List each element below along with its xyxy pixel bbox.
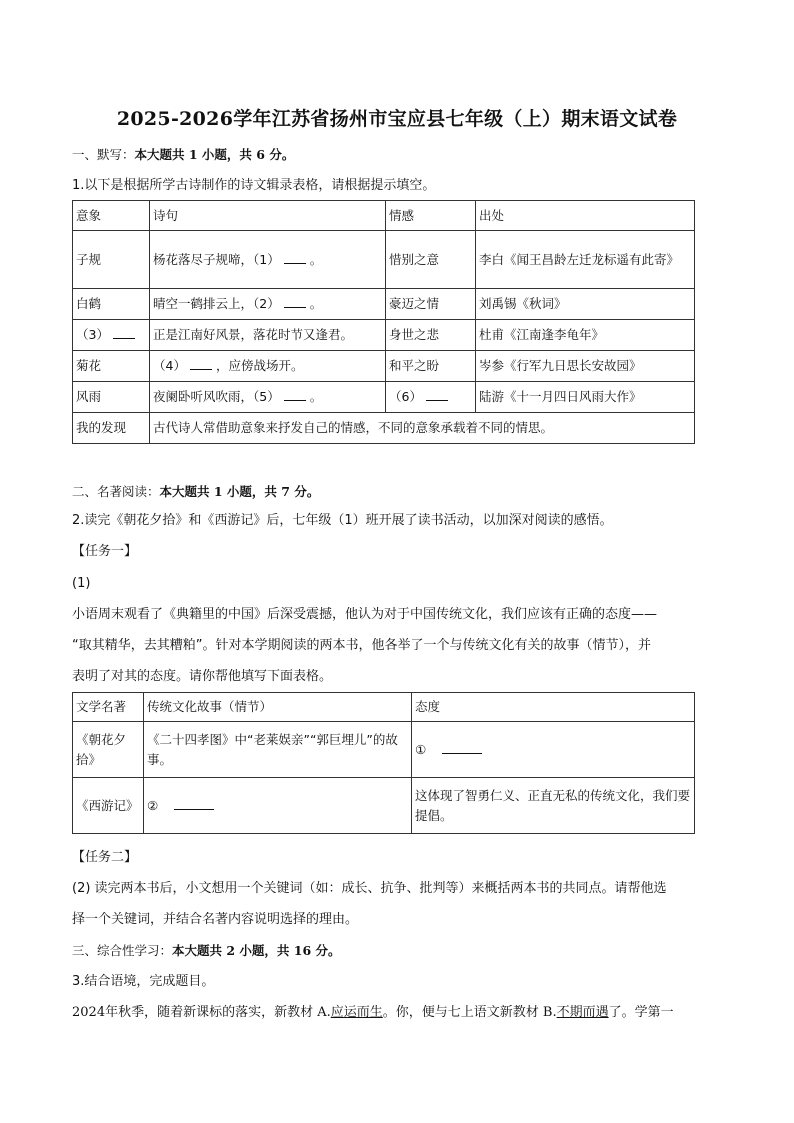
section-2-heading — [72, 482, 722, 502]
header-cell: 态度 — [412, 693, 695, 722]
answer-blank[interactable] — [426, 388, 448, 401]
verse-cell: 夜阑卧听风吹雨，（5） 。 — [150, 382, 386, 413]
exam-title: 2025-2026学年江苏省扬州市宝应县七年级（上）期末语文试卷 — [116, 108, 678, 130]
source-cell: 岑参《行军九日思长安故园》 — [476, 351, 695, 382]
attitude-cell: 这体现了智勇仁义、正直无私的传统文化，我们要提倡。 — [412, 778, 695, 834]
section-2-head: 二、名著阅读： — [72, 484, 160, 499]
underlined-word-a: 应运而生 — [330, 1005, 383, 1020]
question-2-para-3: 表明了对其的态度。请你帮他填写下面表格。 — [72, 669, 333, 684]
section-3-head: 三、综合性学习： — [72, 943, 173, 958]
section-3-heading — [72, 941, 722, 961]
header-cell: 情感 — [386, 201, 476, 231]
verse-cell: （4） ，应傍战场开。 — [150, 351, 386, 382]
verse-cell: 正是江南好风景，落花时节又逢君。 — [150, 320, 386, 351]
answer-blank[interactable] — [284, 251, 306, 264]
section-3-desc: 本大题共 2 小题，共 16 分。 — [172, 943, 341, 958]
table-row — [73, 351, 695, 382]
source-cell: 刘禹锡《秋词》 — [476, 289, 695, 320]
table-row — [73, 320, 695, 351]
finding-label: 我的发现 — [73, 413, 150, 444]
emotion-cell: 豪迈之情 — [386, 289, 476, 320]
answer-blank[interactable] — [174, 797, 214, 810]
verse-cell: 晴空一鹤排云上，（2） 。 — [150, 289, 386, 320]
underlined-word-b: 不期而遇 — [556, 1005, 609, 1020]
question-3-intro: 3.结合语境，完成题目。 — [72, 974, 215, 989]
emotion-cell: 和平之盼 — [386, 351, 476, 382]
emotion-cell: 惜别之意 — [386, 231, 476, 289]
header-cell: 传统文化故事（情节） — [144, 693, 412, 722]
book-cell: 《西游记》 — [73, 778, 144, 834]
image-cell: 风雨 — [73, 382, 150, 413]
header-cell: 诗句 — [150, 201, 386, 231]
table-row — [73, 778, 695, 834]
question-3-text: 2024年秋季，随着新课标的落实，新教材 A.应运而生。你，便与七上语文新教材 B.不期而遇了。学第一 — [72, 1005, 674, 1020]
story-cell: ② — [144, 778, 412, 834]
header-cell: 文学名著 — [73, 693, 144, 722]
question-2-para-2: “取其精华，去其糟粕”。针对本学期阅读的两本书，他各举了一个与传统文化有关的故事（情节），并 — [72, 638, 651, 653]
image-cell: （3） — [73, 320, 150, 351]
table-row — [73, 289, 695, 320]
section-1-desc: 本大题共 1 小题，共 6 分。 — [134, 147, 295, 162]
attitude-cell: ① — [412, 722, 695, 778]
source-cell: 陆游《十一月四日风雨大作》 — [476, 382, 695, 413]
question-2-intro: 2.读完《朝花夕拾》和《西游记》后，七年级（1）班开展了读书活动，以加深对阅读的感悟。 — [72, 513, 613, 528]
image-cell: 白鹤 — [73, 289, 150, 320]
verse-cell: 杨花落尽子规啼，（1） 。 — [150, 231, 386, 289]
classics-table — [72, 692, 695, 834]
answer-blank[interactable] — [113, 326, 135, 339]
header-cell: 意象 — [73, 201, 150, 231]
table-header-row — [73, 693, 695, 722]
table-row — [73, 382, 695, 413]
emotion-cell: （6） — [386, 382, 476, 413]
task-2-label: 【任务二】 — [72, 850, 138, 865]
book-cell: 《朝花夕拾》 — [73, 722, 144, 778]
image-cell: 菊花 — [73, 351, 150, 382]
question-2-sub-2-line-1: (2) 读完两本书后，小文想用一个关键词（如：成长、抗争、批判等）来概括两本书的共同点。请帮他选 — [72, 881, 667, 896]
header-cell: 出处 — [476, 201, 695, 231]
source-cell: 杜甫《江南逢李龟年》 — [476, 320, 695, 351]
poetry-table — [72, 200, 695, 444]
story-cell: 《二十四孝图》中“老莱娱亲”“郭巨埋儿”的故事。 — [144, 722, 412, 778]
finding-text: 古代诗人常借助意象来抒发自己的情感，不同的意象承载着不同的情思。 — [150, 413, 695, 444]
table-header-row — [73, 201, 695, 231]
question-1-intro: 1.以下是根据所学古诗制作的诗文辑录表格，请根据提示填空。 — [72, 178, 436, 193]
emotion-cell: 身世之悲 — [386, 320, 476, 351]
image-cell: 子规 — [73, 231, 150, 289]
answer-blank[interactable] — [284, 295, 306, 308]
table-row — [73, 231, 695, 289]
answer-blank[interactable] — [190, 357, 212, 370]
section-2-desc: 本大题共 1 小题，共 7 分。 — [159, 484, 320, 499]
question-2-sub-2-line-2: 择一个关键词，并结合名著内容说明选择的理由。 — [72, 912, 359, 927]
task-1-label: 【任务一】 — [72, 544, 138, 559]
question-2-sub-1: (1) — [72, 576, 91, 591]
source-cell: 李白《闻王昌龄左迁龙标遥有此寄》 — [476, 231, 695, 289]
section-1-heading — [72, 145, 722, 165]
answer-blank[interactable] — [284, 388, 306, 401]
section-1-head: 一、默写： — [72, 147, 135, 162]
table-row — [73, 722, 695, 778]
answer-blank[interactable] — [442, 741, 482, 754]
question-2-para-1: 小语周末观看了《典籍里的中国》后深受震撼，他认为对于中国传统文化，我们应该有正确的态度—— — [72, 607, 658, 622]
finding-row — [73, 413, 695, 444]
